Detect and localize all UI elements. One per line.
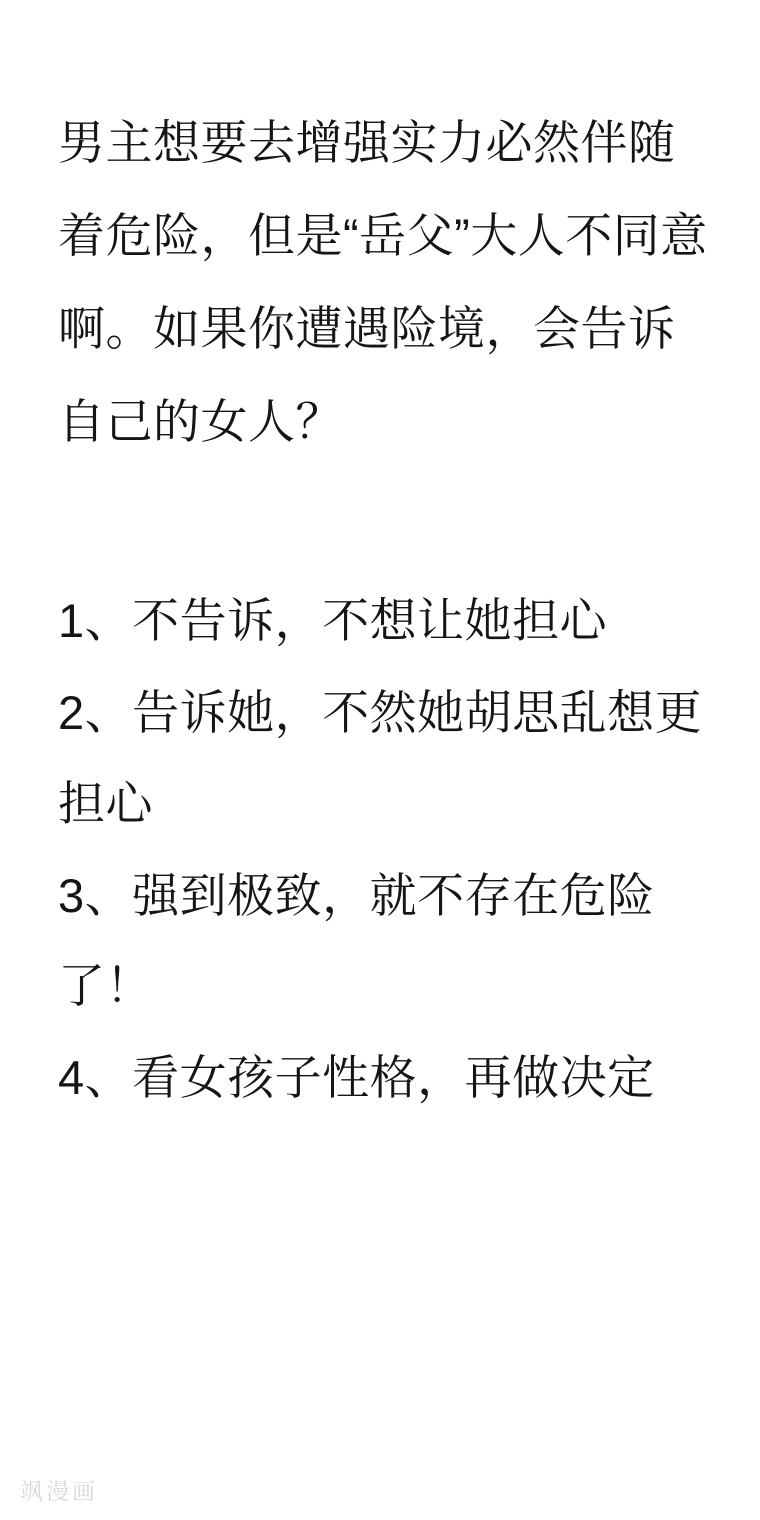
option-item[interactable]: 3、强到极致，就不存在危险了！ bbox=[58, 868, 655, 1013]
prompt-text: 男主想要去增强实力必然伴随着危险，但是“岳父”大人不同意啊。如果你遭遇险境，会告诉自己的女人？ bbox=[58, 116, 708, 449]
content-block bbox=[58, 96, 708, 1126]
options-list bbox=[58, 576, 708, 1123]
option-item[interactable]: 4、看女孩子性格，再做决定 bbox=[58, 1051, 655, 1105]
watermark-label: 飒漫画 bbox=[20, 1478, 98, 1504]
option-item[interactable]: 2、告诉她，不然她胡思乱想更担心 bbox=[58, 686, 703, 830]
option-item[interactable]: 1、不告诉，不想让她担心 bbox=[58, 594, 608, 648]
